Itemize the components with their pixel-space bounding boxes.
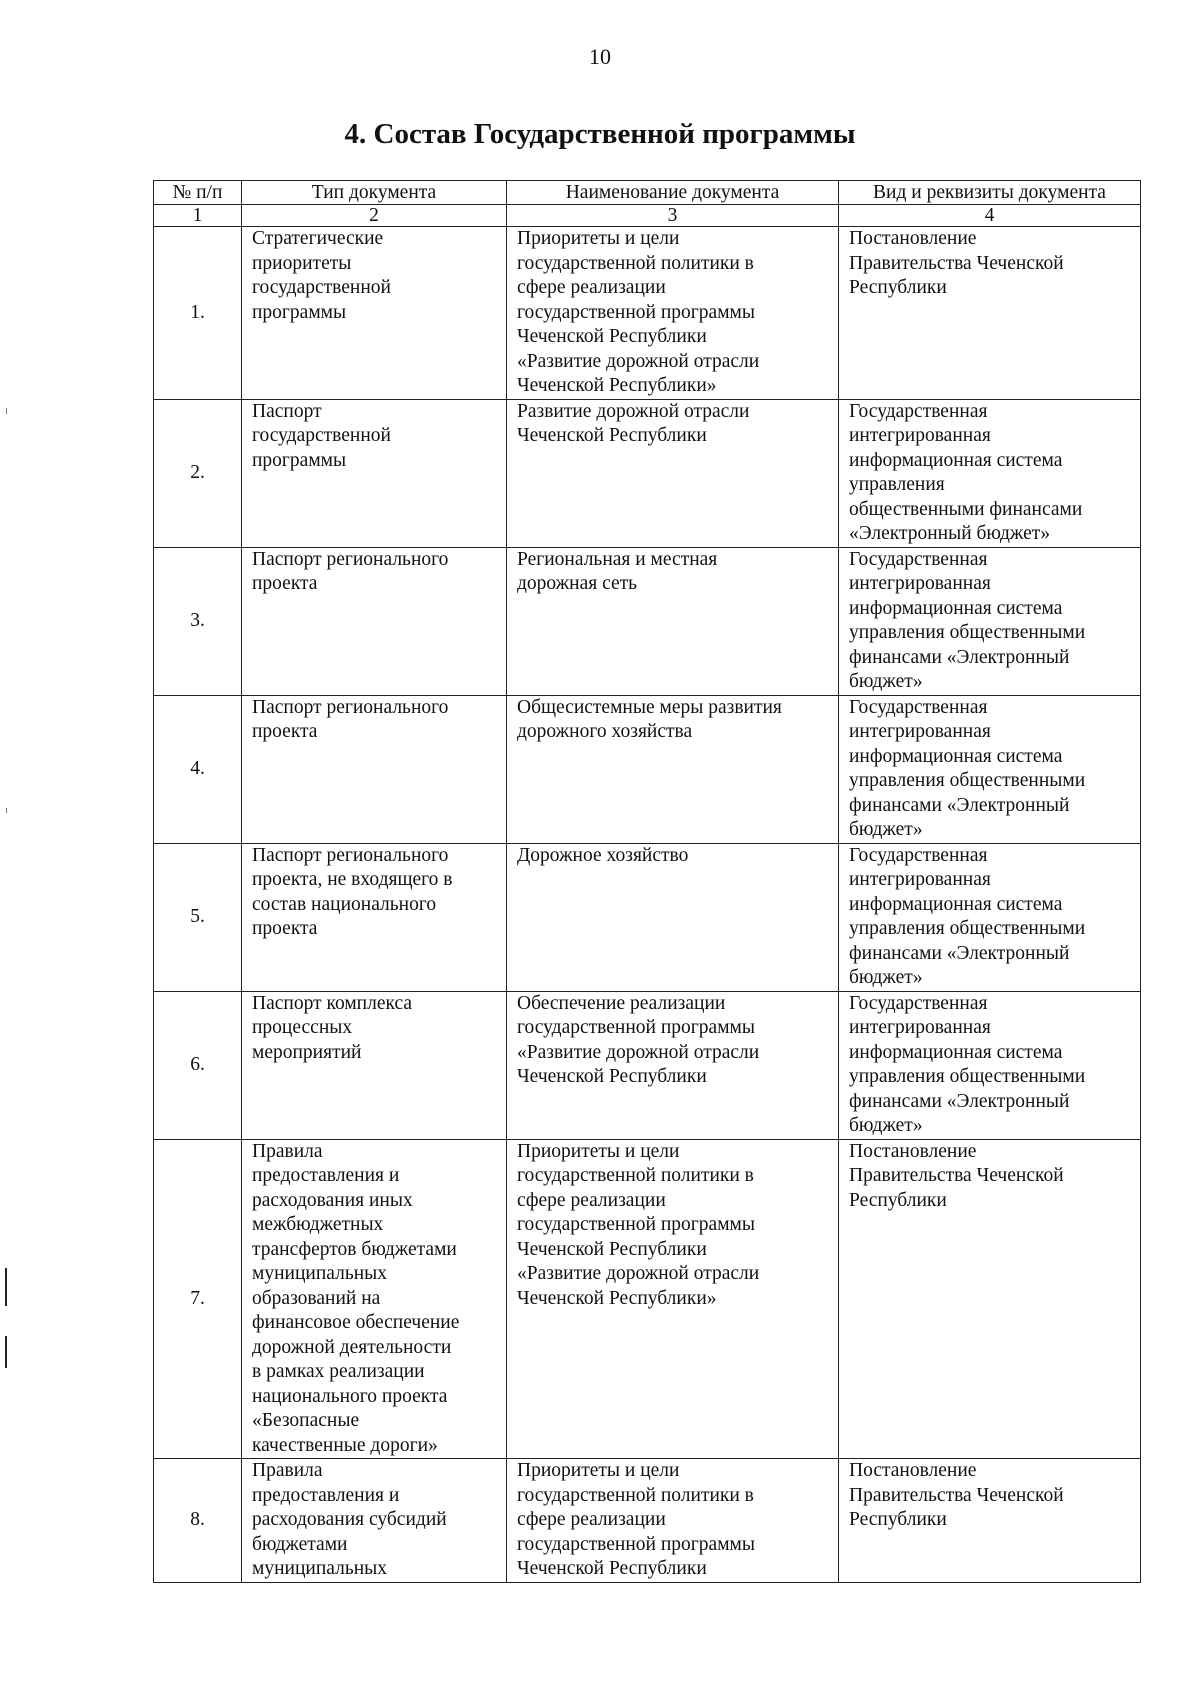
document-kind [839, 547, 1141, 695]
scan-margin-mark [5, 1336, 7, 1368]
header-name: Наименование документа [507, 181, 839, 205]
document-name-text: Приоритеты и цели государственной политики в сфере реализации государственной программы Чеченской Республики [517, 1460, 755, 1579]
scan-margin-mark [6, 408, 7, 414]
document-type-text: Паспорт комплекса процессных мероприятий [252, 992, 413, 1063]
document-name-text: Дорожное хозяйство [517, 844, 689, 866]
document-kind [839, 399, 1141, 547]
document-type-text: Паспорт регионального проекта [252, 548, 449, 594]
document-type-text: Паспорт государственной программы [252, 400, 391, 471]
document-type-text: Правила предоставления и расходования иных межбюджетных трансфертов бюджетами муниципальных образований на финансовое обеспечение дорожной деятельности в рамках реализации национального проекта «Безопасные качественные дороги» [252, 1140, 460, 1456]
program-composition-table [153, 180, 1141, 1583]
document-name-text: Развитие дорожной отрасли Чеченской Республики [517, 400, 750, 446]
document-type [242, 227, 507, 400]
document-kind [839, 843, 1141, 991]
table-row [154, 227, 1141, 400]
document-name-text: Приоритеты и цели государственной политики в сфере реализации государственной программы Чеченской Республики «Развитие дорожной отрасли Чеченской Республики» [517, 228, 760, 396]
document-name-text: Приоритеты и цели государственной политики в сфере реализации государственной программы Чеченской Республики «Развитие дорожной отрасли Чеченской Республики» [517, 1140, 760, 1309]
document-name [507, 843, 839, 991]
header-type: Тип документа [242, 181, 507, 205]
table-row [154, 843, 1141, 991]
document-type [242, 695, 507, 843]
document-kind-text: Постановление Правительства Чеченской Республики [849, 1460, 1064, 1530]
document-kind-text: Постановление Правительства Чеченской Республики [849, 1140, 1064, 1211]
document-type [242, 399, 507, 547]
row-number: 6. [154, 991, 242, 1139]
document-type-text: Правила предоставления и расходования субсидий бюджетами муниципальных [252, 1460, 447, 1579]
document-name-text: Региональная и местная дорожная сеть [517, 548, 718, 594]
column-number: 4 [839, 205, 1141, 227]
document-type [242, 1459, 507, 1583]
document-kind-text: Государственная интегрированная информационная система управления общественными финансами «Электронный бюджет» [849, 400, 1083, 544]
document-kind-text: Государственная интегрированная информационная система управления общественными финансами «Электронный бюджет» [849, 548, 1086, 692]
row-number: 8. [154, 1459, 242, 1583]
table-row [154, 1459, 1141, 1583]
document-kind [839, 227, 1141, 400]
row-number: 2. [154, 399, 242, 547]
header-row [154, 181, 1141, 205]
column-number-row [154, 205, 1141, 227]
table-row [154, 1139, 1141, 1459]
document-type-text: Паспорт регионального проекта [252, 696, 449, 742]
document-name [507, 547, 839, 695]
document-name [507, 1459, 839, 1583]
document-type [242, 843, 507, 991]
document-kind-text: Государственная интегрированная информационная система управления общественными финансами «Электронный бюджет» [849, 696, 1086, 840]
header-num: № п/п [154, 181, 242, 205]
row-number: 5. [154, 843, 242, 991]
document-type-text: Паспорт регионального проекта, не входящего в состав национального проекта [252, 844, 453, 939]
row-number: 4. [154, 695, 242, 843]
document-kind [839, 1459, 1141, 1583]
document-name [507, 399, 839, 547]
document-name [507, 695, 839, 843]
scan-margin-mark [5, 1268, 7, 1306]
table-row [154, 399, 1141, 547]
header-kind: Вид и реквизиты документа [839, 181, 1141, 205]
document-kind-text: Государственная интегрированная информационная система управления общественными финансами «Электронный бюджет» [849, 992, 1086, 1136]
document-name-text: Обеспечение реализации государственной программы «Развитие дорожной отрасли Чеченской Республики [517, 992, 760, 1087]
document-kind-text: Постановление Правительства Чеченской Республики [849, 228, 1064, 298]
row-number: 1. [154, 227, 242, 400]
section-title: 4. Состав Государственной программы [344, 118, 856, 150]
document-name [507, 991, 839, 1139]
document-kind [839, 1139, 1141, 1459]
table-row [154, 991, 1141, 1139]
row-number: 3. [154, 547, 242, 695]
document-kind [839, 695, 1141, 843]
document-type [242, 991, 507, 1139]
document-name [507, 227, 839, 400]
table-row [154, 547, 1141, 695]
column-number: 2 [242, 205, 507, 227]
document-name [507, 1139, 839, 1459]
column-number: 3 [507, 205, 839, 227]
scan-margin-mark [6, 808, 7, 813]
document-kind [839, 991, 1141, 1139]
row-number: 7. [154, 1139, 242, 1459]
column-number: 1 [154, 205, 242, 227]
document-type-text: Стратегические приоритеты государственной программы [252, 228, 391, 323]
document-type [242, 1139, 507, 1459]
document-name-text: Общесистемные меры развития дорожного хозяйства [517, 696, 782, 742]
table-row [154, 695, 1141, 843]
document-kind-text: Государственная интегрированная информационная система управления общественными финансами «Электронный бюджет» [849, 844, 1086, 988]
page-number: 10 [589, 44, 611, 69]
document-type [242, 547, 507, 695]
